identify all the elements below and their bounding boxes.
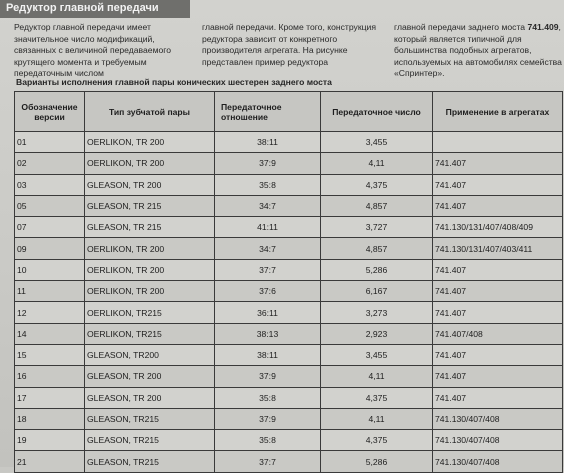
cell-application: 741.407 [433, 195, 563, 216]
gear-variants-table [14, 91, 563, 473]
table-row [15, 366, 563, 387]
cell-tooth-ratio: 37:9 [215, 366, 321, 387]
cell-version: 17 [15, 387, 85, 408]
cell-version: 01 [15, 132, 85, 153]
cell-gear-type: OERLIKON, TR 200 [85, 153, 215, 174]
table-row [15, 195, 563, 216]
cell-gear-ratio: 2,923 [321, 323, 433, 344]
header-gear-type: Тип зубчатой пары [85, 92, 215, 132]
cell-gear-ratio: 4,375 [321, 387, 433, 408]
cell-application: 741.130/407/408 [433, 430, 563, 451]
table-header-row [15, 92, 563, 132]
header-tooth-ratio: Передаточное отношение [215, 92, 321, 132]
table-row [15, 174, 563, 195]
cell-application: 741.130/131/407/408/409 [433, 217, 563, 238]
table-row [15, 238, 563, 259]
cell-gear-type: OERLIKON, TR215 [85, 323, 215, 344]
cell-gear-type: GLEASON, TR215 [85, 408, 215, 429]
cell-application: 741.407 [433, 302, 563, 323]
cell-tooth-ratio: 37:6 [215, 281, 321, 302]
cell-application: 741.130/407/408 [433, 451, 563, 472]
cell-gear-type: OERLIKON, TR215 [85, 302, 215, 323]
intro-text-3-end: , который является типичной для большинства подобных агрегатов, используемых на автомобилях семейства «Спринтер». [394, 22, 562, 78]
intro-text-3 [394, 22, 562, 80]
intro-column-2 [202, 22, 388, 68]
cell-application: 741.407 [433, 174, 563, 195]
unit-code: 741.409 [527, 22, 559, 32]
cell-tooth-ratio: 37:7 [215, 451, 321, 472]
cell-gear-ratio: 3,273 [321, 302, 433, 323]
cell-gear-type: GLEASON, TR 215 [85, 217, 215, 238]
cell-gear-type: OERLIKON, TR 200 [85, 132, 215, 153]
intro-column-1 [14, 22, 194, 80]
table-row [15, 387, 563, 408]
cell-application: 741.407 [433, 281, 563, 302]
cell-tooth-ratio: 35:8 [215, 387, 321, 408]
table-row [15, 281, 563, 302]
cell-gear-type: OERLIKON, TR 200 [85, 281, 215, 302]
cell-version: 16 [15, 366, 85, 387]
cell-gear-ratio: 4,857 [321, 195, 433, 216]
cell-gear-ratio: 5,286 [321, 259, 433, 280]
cell-application: 741.407 [433, 153, 563, 174]
cell-application: 741.130/407/408 [433, 408, 563, 429]
intro-text-1: Редуктор главной передачи имеет значительное число модификаций, связанных с величиной передаваемого крутящего момента и требуемым передаточным числом [14, 22, 171, 78]
cell-gear-ratio: 4,11 [321, 366, 433, 387]
cell-gear-ratio: 3,455 [321, 344, 433, 365]
cell-gear-type: GLEASON, TR 200 [85, 174, 215, 195]
intro-text-3-start: главной передачи заднего моста [394, 22, 528, 32]
cell-gear-type: OERLIKON, TR 200 [85, 259, 215, 280]
section-title-bar [0, 0, 190, 18]
cell-version: 07 [15, 217, 85, 238]
table-row [15, 430, 563, 451]
cell-application: 741.407 [433, 259, 563, 280]
cell-tooth-ratio: 34:7 [215, 195, 321, 216]
table-row [15, 217, 563, 238]
cell-version: 11 [15, 281, 85, 302]
cell-gear-type: GLEASON, TR215 [85, 451, 215, 472]
cell-version: 03 [15, 174, 85, 195]
intro-column-3 [394, 22, 562, 80]
cell-gear-type: GLEASON, TR 200 [85, 366, 215, 387]
cell-tooth-ratio: 37:9 [215, 408, 321, 429]
cell-application: 741.407 [433, 344, 563, 365]
header-application: Применение в агрегатах [433, 92, 563, 132]
table-row [15, 153, 563, 174]
header-gear-ratio: Передаточное число [321, 92, 433, 132]
section-title: Редуктор главной передачи [6, 2, 159, 14]
cell-version: 09 [15, 238, 85, 259]
table-row [15, 132, 563, 153]
cell-tooth-ratio: 35:8 [215, 430, 321, 451]
cell-version: 15 [15, 344, 85, 365]
cell-gear-ratio: 5,286 [321, 451, 433, 472]
cell-gear-type: GLEASON, TR200 [85, 344, 215, 365]
table-body [15, 132, 563, 473]
cell-gear-ratio: 4,11 [321, 153, 433, 174]
cell-version: 18 [15, 408, 85, 429]
cell-application: 741.130/131/407/403/411 [433, 238, 563, 259]
cell-application: 741.407/408 [433, 323, 563, 344]
cell-tooth-ratio: 37:9 [215, 153, 321, 174]
table-row [15, 302, 563, 323]
cell-version: 14 [15, 323, 85, 344]
cell-gear-ratio: 6,167 [321, 281, 433, 302]
header-version: Обозначение версии [15, 92, 85, 132]
cell-gear-ratio: 4,375 [321, 174, 433, 195]
cell-gear-ratio: 4,857 [321, 238, 433, 259]
cell-gear-type: GLEASON, TR215 [85, 430, 215, 451]
cell-tooth-ratio: 41:11 [215, 217, 321, 238]
cell-version: 02 [15, 153, 85, 174]
table-row [15, 451, 563, 472]
cell-version: 12 [15, 302, 85, 323]
cell-application: 741.407 [433, 387, 563, 408]
table-row [15, 259, 563, 280]
cell-gear-type: GLEASON, TR 215 [85, 195, 215, 216]
cell-tooth-ratio: 38:11 [215, 132, 321, 153]
intro-text-2: главной передачи. Кроме того, конструкция редуктора зависит от конкретного производителя агрегата. На рисунке представлен пример редуктора [202, 22, 376, 67]
table-caption: Варианты исполнения главной пары конических шестерен заднего моста [16, 77, 332, 87]
cell-application [433, 132, 563, 153]
cell-tooth-ratio: 38:13 [215, 323, 321, 344]
table-row [15, 323, 563, 344]
cell-gear-ratio: 3,455 [321, 132, 433, 153]
cell-gear-ratio: 3,727 [321, 217, 433, 238]
cell-version: 10 [15, 259, 85, 280]
cell-gear-ratio: 4,375 [321, 430, 433, 451]
cell-gear-type: OERLIKON, TR 200 [85, 238, 215, 259]
table-row [15, 408, 563, 429]
table-row [15, 344, 563, 365]
cell-tooth-ratio: 38:11 [215, 344, 321, 365]
cell-gear-ratio: 4,11 [321, 408, 433, 429]
cell-version: 21 [15, 451, 85, 472]
cell-gear-type: GLEASON, TR 200 [85, 387, 215, 408]
cell-version: 05 [15, 195, 85, 216]
cell-tooth-ratio: 35:8 [215, 174, 321, 195]
cell-tooth-ratio: 37:7 [215, 259, 321, 280]
cell-application: 741.407 [433, 366, 563, 387]
cell-tooth-ratio: 36:11 [215, 302, 321, 323]
cell-version: 19 [15, 430, 85, 451]
cell-tooth-ratio: 34:7 [215, 238, 321, 259]
